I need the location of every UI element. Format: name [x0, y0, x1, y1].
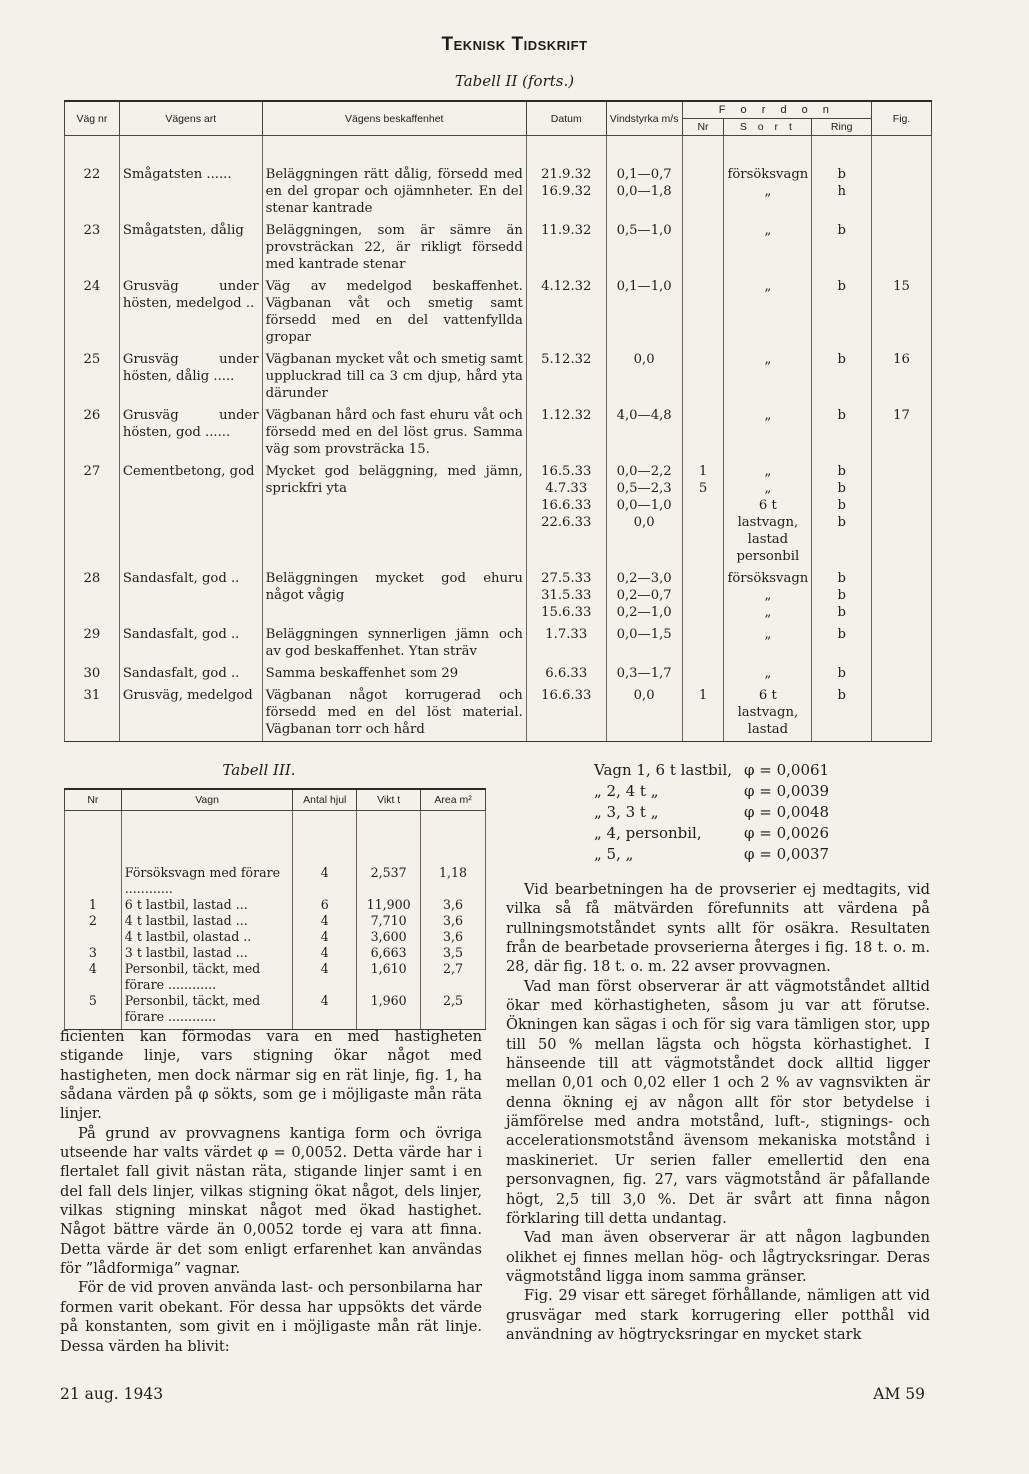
row-datum-cell — [526, 663, 606, 685]
row-sort-cell — [724, 164, 812, 220]
row-datum: 15.6.33 — [541, 605, 592, 620]
vagn-name: Försöksvagn med förare ............ — [121, 865, 293, 897]
row-datum: 31.5.33 — [541, 588, 592, 603]
vagn-name: 3 t lastbil, lastad ... — [121, 945, 293, 961]
row-fig-cell — [872, 276, 932, 349]
row-nr: 27 — [65, 461, 120, 568]
row-ring: b — [837, 627, 846, 642]
phi-vehicle: „ 5, „ — [594, 845, 634, 863]
area: 3,6 — [421, 913, 486, 929]
table-row — [65, 685, 932, 742]
row-fig-cell — [872, 405, 932, 461]
antal-hjul: 4 — [293, 913, 357, 929]
row-vagens-art: Grusväg under hösten, dålig ..... — [119, 349, 262, 405]
row-fig: 17 — [893, 408, 910, 423]
row-beskaffenhet: Beläggningen, som är sämre än provsträckan 22, är rikligt försedd med kantrade stenar — [262, 220, 526, 276]
row-fig-cell — [872, 164, 932, 220]
row-ring: b — [837, 408, 846, 423]
row-vind: 0,2—0,7 — [616, 588, 672, 603]
row-datum-cell — [526, 220, 606, 276]
vikt: 11,900 — [357, 897, 421, 913]
phi-vehicle: Vagn 1, 6 t lastbil, — [594, 761, 733, 779]
row-vagens-art: Grusväg under hösten, god ...... — [119, 405, 262, 461]
phi-value: φ = 0,0048 — [744, 803, 830, 821]
row-sort-cell — [724, 276, 812, 349]
th-fordon: F o r d o n — [682, 101, 872, 119]
row-ring: b — [837, 223, 846, 238]
right-column-text — [506, 880, 930, 1344]
row-sort: „ — [764, 588, 772, 603]
row-vind: 0,0—1,8 — [616, 184, 672, 199]
vikt: 3,600 — [357, 929, 421, 945]
row-nr: 22 — [65, 164, 120, 220]
antal-hjul: 4 — [293, 929, 357, 945]
table-row — [65, 897, 486, 913]
vagn-nr: 2 — [65, 913, 122, 929]
body-paragraph: Vad man först observerar är att vägmotståndet alltid ökar med körhastigheten, såsom ju var att förutse. Ökningen kan sägas i och för sig vara tämligen stor, upp till 50 % mellan lägsta och högsta körhastighet. I hänseende till att vägmotståndet dock alltid ligger mellan 0,01 och 0,02 eller 1 och 2 % av vagnsvikten är denna ökning ej av någon allt för stor betydelse i jämförelse med andra motstånd, luft-, stignings- och accelerationsmotstånd ävensom mekaniska motstånd i maskineriet. Ur serien faller emellertid den ena personvagnen, fig. 27, vars vägmotstånd är påfallande högt, 2,5 till 3,0 %. Det är svårt att finna någon förklaring till detta undantag. — [506, 977, 930, 1227]
row-vind: 0,3—1,7 — [616, 666, 672, 681]
phi-vehicle: „ 3, 3 t „ — [594, 803, 659, 821]
row-ring: b — [837, 481, 846, 496]
th-datum: Datum — [526, 101, 606, 136]
row-beskaffenhet: Vägbanan något korrugerad och försedd med en del löst material. Vägbanan torr och hård — [262, 685, 526, 742]
table3-caption: Tabell III. — [222, 761, 296, 779]
row-fnr-cell — [682, 220, 724, 276]
row-fig-cell — [872, 663, 932, 685]
row-vind: 0,0—2,2 — [616, 464, 672, 479]
row-fnr-cell — [682, 276, 724, 349]
table-row — [65, 405, 932, 461]
row-fig-cell — [872, 624, 932, 663]
area: 1,18 — [421, 865, 486, 897]
row-beskaffenhet: Vägbanan hård och fast ehuru våt och försedd med en del löst grus. Samma väg som provsträcka 15. — [262, 405, 526, 461]
row-ring: b — [837, 352, 846, 367]
row-ring: b — [837, 498, 846, 513]
row-vind-cell — [606, 568, 682, 624]
table-row — [65, 276, 932, 349]
row-sort-cell — [724, 568, 812, 624]
row-vind-cell — [606, 663, 682, 685]
row-datum-cell — [526, 276, 606, 349]
table-row — [65, 568, 932, 624]
row-vagens-art: Cementbetong, god — [119, 461, 262, 568]
row-vagens-art: Grusväg, medelgod — [119, 685, 262, 742]
row-datum: 1.7.33 — [545, 627, 588, 642]
row-sort-cell — [724, 663, 812, 685]
row-ring-cell — [812, 685, 872, 742]
th-beskaffenhet: Vägens beskaffenhet — [262, 101, 526, 136]
vagn-nr: 3 — [65, 945, 122, 961]
phi-row — [594, 802, 934, 823]
row-ring-cell — [812, 220, 872, 276]
vagn-nr — [65, 865, 122, 897]
row-fnr: 5 — [698, 481, 708, 496]
row-ring-cell — [812, 276, 872, 349]
row-sort: „ — [764, 464, 772, 479]
row-nr: 29 — [65, 624, 120, 663]
vikt: 7,710 — [357, 913, 421, 929]
footer-date: 21 aug. 1943 — [60, 1385, 164, 1403]
row-ring: b — [837, 515, 846, 530]
phi-row — [594, 781, 934, 802]
row-datum: 1.12.32 — [541, 408, 592, 423]
vagn-name: Personbil, täckt, med förare ............ — [121, 993, 293, 1030]
row-vind-cell — [606, 220, 682, 276]
table-row — [65, 220, 932, 276]
row-sort: „ — [764, 627, 772, 642]
vagn-nr: 5 — [65, 993, 122, 1030]
row-vind-cell — [606, 276, 682, 349]
row-vind-cell — [606, 461, 682, 568]
th-fordon-nr: Nr — [682, 119, 724, 136]
row-fig-cell — [872, 461, 932, 568]
row-fnr: 1 — [698, 464, 708, 479]
row-nr: 23 — [65, 220, 120, 276]
row-sort-cell — [724, 461, 812, 568]
phi-row — [594, 760, 934, 781]
table-row — [65, 164, 932, 220]
row-datum: 11.9.32 — [541, 223, 592, 238]
table-row — [65, 624, 932, 663]
row-vagens-art: Sandasfalt, god .. — [119, 663, 262, 685]
area: 2,7 — [421, 961, 486, 993]
row-vind: 0,0 — [633, 688, 655, 703]
row-vind: 4,0—4,8 — [616, 408, 672, 423]
vagn-name: 6 t lastbil, lastad ... — [121, 897, 293, 913]
row-vagens-art: Smågatsten ...... — [119, 164, 262, 220]
row-ring-cell — [812, 461, 872, 568]
row-fnr-cell — [682, 624, 724, 663]
table-row — [65, 945, 486, 961]
row-datum-cell — [526, 164, 606, 220]
area: 3,6 — [421, 929, 486, 945]
row-fnr-cell — [682, 663, 724, 685]
row-datum: 16.6.33 — [541, 688, 592, 703]
area: 2,5 — [421, 993, 486, 1030]
phi-value: φ = 0,0039 — [744, 782, 830, 800]
row-beskaffenhet: Samma beskaffenhet som 29 — [262, 663, 526, 685]
row-datum: 6.6.33 — [545, 666, 588, 681]
table3 — [64, 788, 486, 1030]
phi-value: φ = 0,0061 — [744, 761, 830, 779]
row-vind-cell — [606, 685, 682, 742]
row-datum: 4.7.33 — [545, 481, 588, 496]
row-vind-cell — [606, 349, 682, 405]
row-vagens-art: Smågatsten, dålig — [119, 220, 262, 276]
row-sort: „ — [764, 408, 772, 423]
row-vind-cell — [606, 164, 682, 220]
phi-row — [594, 844, 934, 865]
row-sort: personbil — [736, 549, 800, 564]
body-paragraph: Vid bearbetningen ha de provserier ej medtagits, vid vilka så få mätvärden förefunnits att värdena på rullningsmotståndet synts allt för osäkra. Resultaten från de bearbetade provserierna återges i fig. 18 t. o. m. 28, där fig. 18 t. o. m. 22 avser provvagnen. — [506, 881, 930, 976]
phi-value: φ = 0,0026 — [744, 824, 830, 842]
row-sort: „ — [764, 666, 772, 681]
antal-hjul: 4 — [293, 961, 357, 993]
row-fnr-cell — [682, 685, 724, 742]
row-datum: 4.12.32 — [541, 279, 592, 294]
th-sort: S o r t — [724, 119, 812, 136]
th3-antal: Antal hjul — [293, 789, 357, 811]
row-ring: h — [837, 184, 846, 199]
vikt: 6,663 — [357, 945, 421, 961]
th3-nr: Nr — [65, 789, 122, 811]
row-ring: b — [837, 588, 846, 603]
row-nr: 24 — [65, 276, 120, 349]
phi-vehicle: „ 4, personbil, — [594, 824, 702, 842]
row-datum-cell — [526, 568, 606, 624]
row-ring: b — [837, 666, 846, 681]
body-paragraph: Vad man även observerar är att någon lagbunden olikhet ej finnes mellan hög- och lågtrycksringar. Deras vägmotstånd ligga inom samma gränser. — [506, 1229, 930, 1285]
area: 3,6 — [421, 897, 486, 913]
row-beskaffenhet: Mycket god beläggning, med jämn, sprickfri yta — [262, 461, 526, 568]
vagn-nr — [65, 929, 122, 945]
th-vind: Vindstyrka m/s — [606, 101, 682, 136]
row-fig: 16 — [893, 352, 910, 367]
row-datum-cell — [526, 685, 606, 742]
row-fnr-cell — [682, 405, 724, 461]
row-nr: 30 — [65, 663, 120, 685]
row-ring: b — [837, 464, 846, 479]
row-vind: 0,0 — [633, 515, 655, 530]
row-ring: b — [837, 167, 846, 182]
row-fnr-cell — [682, 164, 724, 220]
row-sort-cell — [724, 685, 812, 742]
vagn-nr: 1 — [65, 897, 122, 913]
row-sort: försöksvagn — [727, 167, 809, 182]
row-fnr-cell — [682, 568, 724, 624]
th3-vikt: Vikt t — [357, 789, 421, 811]
row-fig-cell — [872, 685, 932, 742]
row-fig: 15 — [893, 279, 910, 294]
vagn-name: 4 t lastbil, lastad ... — [121, 913, 293, 929]
row-fig-cell — [872, 220, 932, 276]
row-ring: b — [837, 279, 846, 294]
vagn-nr: 4 — [65, 961, 122, 993]
row-datum: 22.6.33 — [541, 515, 592, 530]
vikt: 2,537 — [357, 865, 421, 897]
row-vind: 0,2—1,0 — [616, 605, 672, 620]
row-vind-cell — [606, 624, 682, 663]
row-vind-cell — [606, 405, 682, 461]
row-datum-cell — [526, 624, 606, 663]
row-datum-cell — [526, 405, 606, 461]
body-paragraph: För de vid proven använda last- och personbilarna har formen varit obekant. För dessa har uppsökts det värde på konstanten, som givit en i möjligaste mån rät linje. Dessa värden ha blivit: — [60, 1279, 482, 1355]
table-row — [65, 961, 486, 993]
row-beskaffenhet: Väg av medelgod beskaffenhet. Vägbanan våt och smetig samt försedd med en del vattenfyllda gropar — [262, 276, 526, 349]
row-beskaffenhet: Beläggningen mycket god ehuru något vågig — [262, 568, 526, 624]
row-datum: 16.5.33 — [541, 464, 592, 479]
vagn-name: Personbil, täckt, med förare ............ — [121, 961, 293, 993]
row-ring-cell — [812, 663, 872, 685]
antal-hjul: 6 — [293, 897, 357, 913]
row-sort: 6 t lastvagn, lastad — [737, 498, 799, 547]
row-ring-cell — [812, 405, 872, 461]
table2-caption: Tabell II (forts.) — [454, 72, 575, 90]
row-vind: 0,2—3,0 — [616, 571, 672, 586]
row-sort: „ — [764, 184, 772, 199]
body-paragraph: På grund av provvagnens kantiga form och övriga utseende har valts värdet φ = 0,0052. Detta värde har i flertalet fall givit nästan räta, stigande linjer samt i en del fall dels linjer, vilkas stigning ökat något, dels linjer, vilkas stigning minskat något med ökad hastighet. Något bättre värde än 0,0052 torde ej vara att finna. Detta värde är det som enligt erfarenhet kan användas för ”lådformiga” vagnar. — [60, 1124, 482, 1278]
phi-values-list — [594, 760, 934, 865]
vikt: 1,610 — [357, 961, 421, 993]
row-vagens-art: Sandasfalt, god .. — [119, 568, 262, 624]
row-fig-cell — [872, 568, 932, 624]
th-nr: Väg nr — [65, 101, 120, 136]
row-nr: 26 — [65, 405, 120, 461]
row-sort: 6 t lastvagn, lastad — [737, 688, 799, 737]
body-paragraph: ficienten kan förmodas vara en med hastigheten stigande linje, vars stigning ökar något med hastigheten, men dock närmar sig en rät linje, fig. 1, ha sådana värden på φ sökts, som ge i möjligaste mån räta linjer. — [60, 1028, 482, 1123]
phi-vehicle: „ 2, 4 t „ — [594, 782, 659, 800]
table-row — [65, 993, 486, 1030]
row-datum: 21.9.32 — [541, 167, 592, 182]
row-vagens-art: Sandasfalt, god .. — [119, 624, 262, 663]
row-fnr-cell — [682, 349, 724, 405]
row-datum: 16.6.33 — [541, 498, 592, 513]
table-row — [65, 865, 486, 897]
row-fig-cell — [872, 349, 932, 405]
row-nr: 31 — [65, 685, 120, 742]
row-datum-cell — [526, 349, 606, 405]
th-art: Vägens art — [119, 101, 262, 136]
table-row — [65, 663, 932, 685]
row-beskaffenhet: Vägbanan mycket våt och smetig samt uppluckrad till ca 3 cm djup, hård yta därunder — [262, 349, 526, 405]
row-sort-cell — [724, 624, 812, 663]
row-sort-cell — [724, 220, 812, 276]
row-ring-cell — [812, 349, 872, 405]
table-row — [65, 349, 932, 405]
row-vagens-art: Grusväg under hösten, medelgod .. — [119, 276, 262, 349]
antal-hjul: 4 — [293, 993, 357, 1030]
phi-value: φ = 0,0037 — [744, 845, 830, 863]
row-datum: 16.9.32 — [541, 184, 592, 199]
row-sort: „ — [764, 223, 772, 238]
row-fnr-cell — [682, 461, 724, 568]
row-ring: b — [837, 571, 846, 586]
row-vind: 0,1—0,7 — [616, 167, 672, 182]
row-sort: „ — [764, 605, 772, 620]
antal-hjul: 4 — [293, 865, 357, 897]
row-sort: „ — [764, 279, 772, 294]
row-sort-cell — [724, 349, 812, 405]
area: 3,5 — [421, 945, 486, 961]
antal-hjul: 4 — [293, 945, 357, 961]
th-fig: Fig. — [872, 101, 932, 136]
table2 — [64, 100, 932, 742]
row-beskaffenhet: Beläggningen synnerligen jämn och av god beskaffenhet. Ytan sträv — [262, 624, 526, 663]
row-ring: b — [837, 688, 846, 703]
footer-page-number: AM 59 — [873, 1385, 925, 1403]
row-ring-cell — [812, 624, 872, 663]
row-beskaffenhet: Beläggningen rätt dålig, försedd med en del gropar och ojämnheter. En del stenar kantrade — [262, 164, 526, 220]
row-sort: försöksvagn — [727, 571, 809, 586]
row-ring: b — [837, 605, 846, 620]
table-row — [65, 929, 486, 945]
row-vind: 0,1—1,0 — [616, 279, 672, 294]
row-ring-cell — [812, 568, 872, 624]
vikt: 1,960 — [357, 993, 421, 1030]
row-vind: 0,0—1,5 — [616, 627, 672, 642]
row-datum-cell — [526, 461, 606, 568]
row-ring-cell — [812, 164, 872, 220]
th3-area: Area m² — [421, 789, 486, 811]
vagn-name: 4 t lastbil, olastad .. — [121, 929, 293, 945]
row-vind: 0,0 — [633, 352, 655, 367]
row-vind: 0,0—1,0 — [616, 498, 672, 513]
row-fnr: 1 — [698, 688, 708, 703]
phi-row — [594, 823, 934, 844]
row-nr: 28 — [65, 568, 120, 624]
body-paragraph: Fig. 29 visar ett säreget förhållande, nämligen att vid grusvägar med stark korrugering eller potthål vid användning av högtrycksringar en mycket stark — [506, 1287, 930, 1343]
row-vind: 0,5—1,0 — [616, 223, 672, 238]
row-nr: 25 — [65, 349, 120, 405]
journal-title: Teknisk Tidskrift — [441, 34, 588, 55]
table-row — [65, 461, 932, 568]
th-ring: Ring — [812, 119, 872, 136]
row-sort: „ — [764, 352, 772, 367]
row-vind: 0,5—2,3 — [616, 481, 672, 496]
table-row — [65, 913, 486, 929]
th3-vagn: Vagn — [121, 789, 293, 811]
row-datum: 5.12.32 — [541, 352, 592, 367]
left-column-text — [60, 1027, 482, 1356]
row-datum: 27.5.33 — [541, 571, 592, 586]
row-sort-cell — [724, 405, 812, 461]
row-sort: „ — [764, 481, 772, 496]
